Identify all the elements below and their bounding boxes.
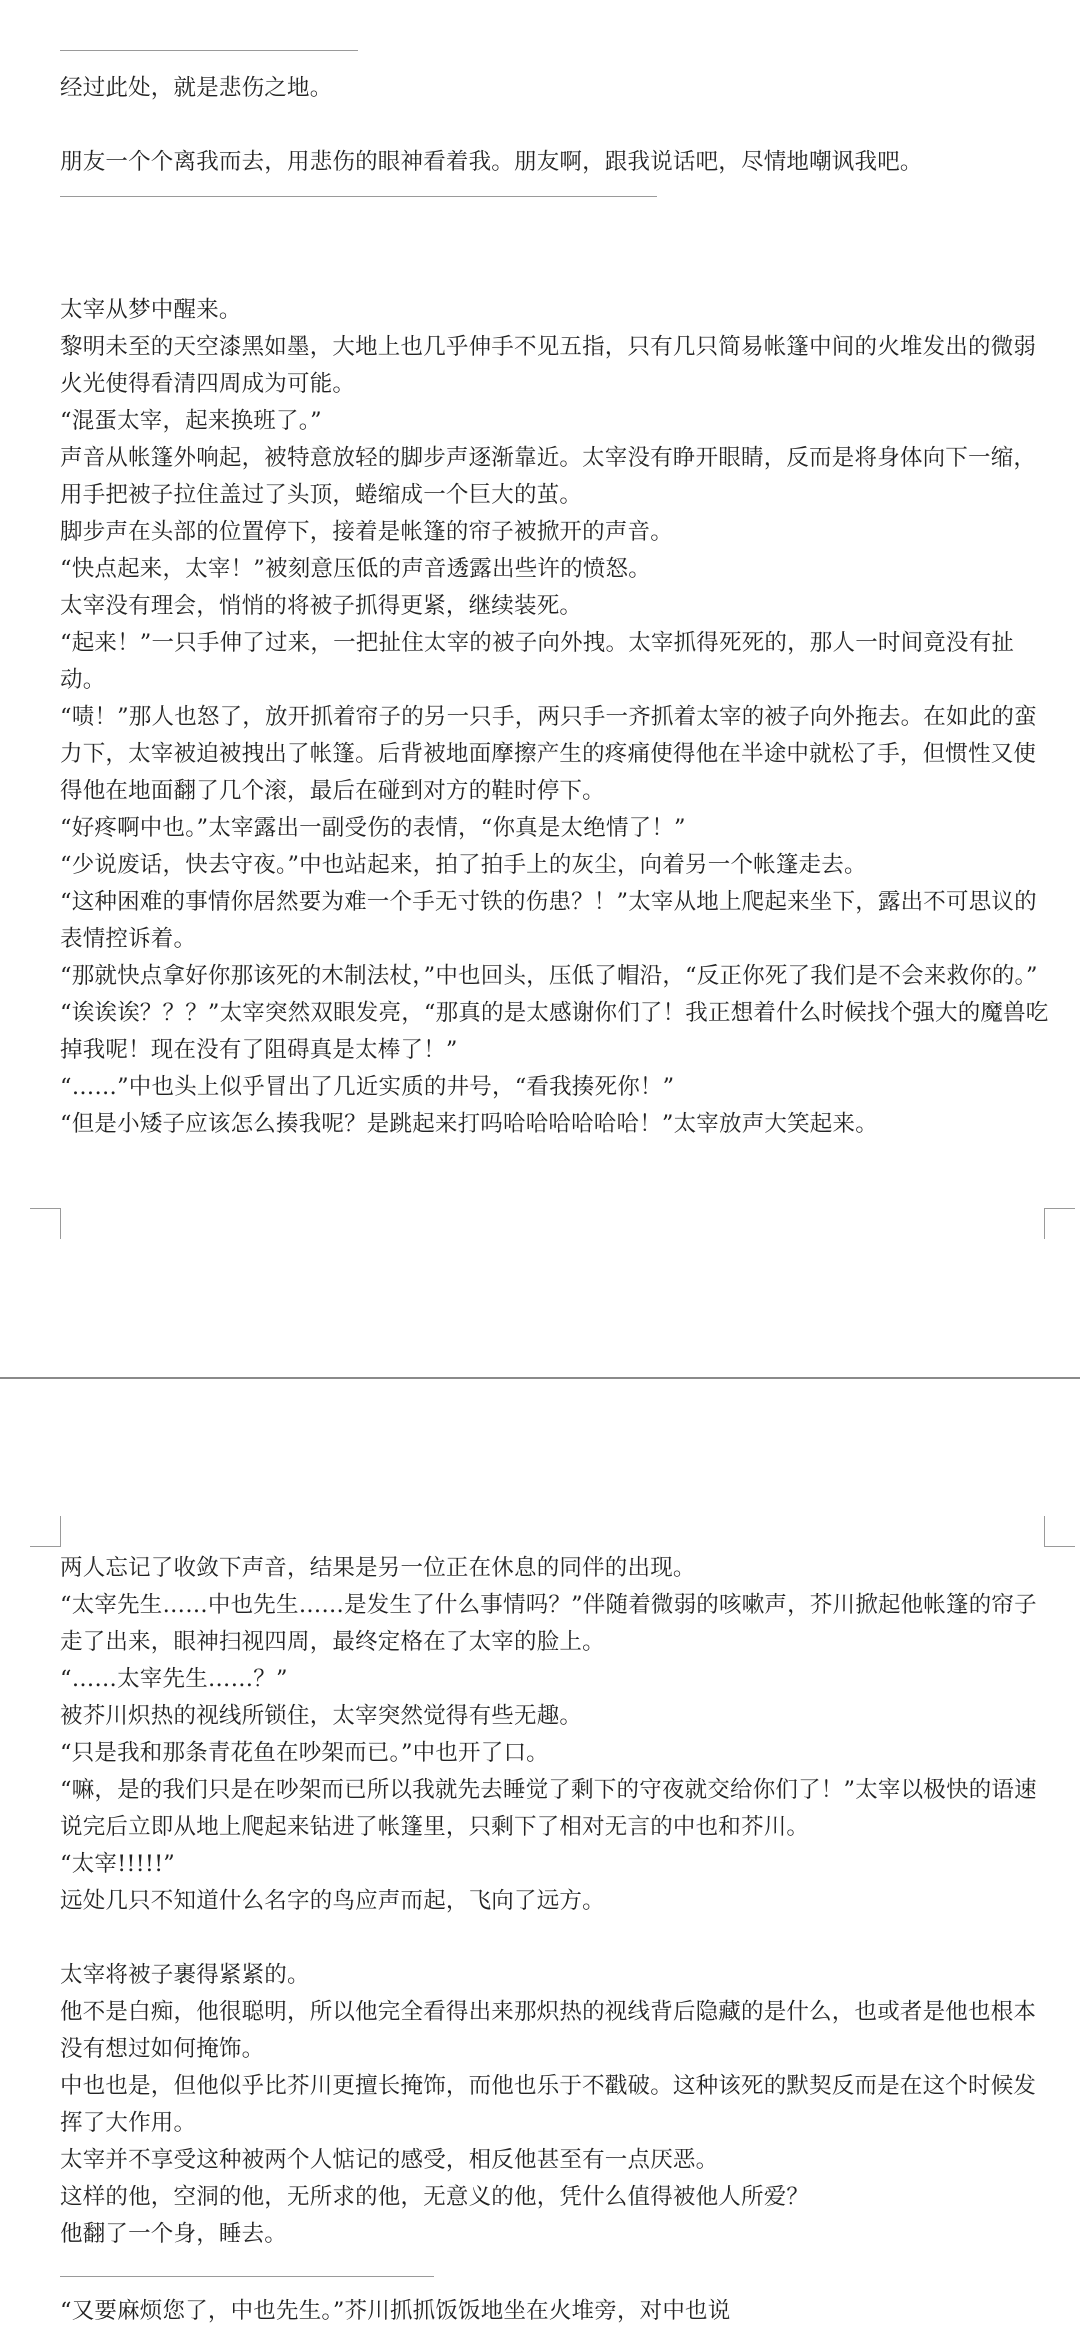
epigraph-line: 经过此处，就是悲伤之地。 [60, 75, 333, 101]
blank-line [60, 107, 1050, 144]
paragraph: “少说废话，快去守夜。”中也站起来，拍了拍手上的灰尘，向着另一个帐篷走去。 [60, 852, 867, 878]
epigraph-bottom-rule [60, 196, 657, 197]
paragraph: 两人忘记了收敛下声音，结果是另一位正在休息的同伴的出现。 [60, 1555, 696, 1581]
page-corner-mark-bottom-right [1044, 1208, 1075, 1239]
paragraph: “诶诶诶？？？”太宰突然双眼发亮，“那真的是太感谢你们了！我正想着什么时候找个强大的魔兽吃掉我呢！现在没有了阻碍真是太棒了！” [60, 1000, 1049, 1063]
paragraph: “混蛋太宰，起来换班了。” [60, 408, 322, 434]
paragraph: “起来！”一只手伸了过来，一把扯住太宰的被子向外拽。太宰抓得死死的，那人一时间竟没有扯动。 [60, 630, 1015, 693]
epigraph [60, 70, 1050, 181]
paragraph: “只是我和那条青花鱼在吵架而已。”中也开了口。 [60, 1740, 549, 1766]
paragraph: 远处几只不知道什么名字的鸟应声而起，飞向了远方。 [60, 1888, 605, 1914]
paragraph: 他翻了一个身，睡去。 [60, 2221, 288, 2247]
paragraph: 太宰并不享受这种被两个人惦记的感受，相反他甚至有一点厌恶。 [60, 2147, 719, 2173]
paragraph: “这种困难的事情你居然要为难一个手无寸铁的伤患？！”太宰从地上爬起来坐下，露出不可思议的表情控诉着。 [60, 889, 1037, 952]
paragraph: 他不是白痴，他很聪明，所以他完全看得出来那炽热的视线背后隐藏的是什么，也或者是他也根本没有想过如何掩饰。 [60, 1999, 1037, 2062]
cut-off-text [60, 2293, 1050, 2330]
paragraph: “啧！”那人也怒了，放开抓着帘子的另一只手，两只手一齐抓着太宰的被子向外拖去。在如此的蛮力下，太宰被迫被拽出了帐篷。后背被地面摩擦产生的疼痛使得他在半途中就松了手，但惯性又使得他在地面翻了几个滚，最后在碰到对方的鞋时停下。 [60, 704, 1037, 804]
epigraph-top-rule [60, 50, 358, 51]
paragraph: 被芥川炽热的视线所锁住，太宰突然觉得有些无趣。 [60, 1703, 583, 1729]
paragraph: 太宰将被子裹得紧紧的。 [60, 1962, 310, 1988]
chapter-body [60, 292, 1050, 1143]
document-page-2 [0, 1380, 1080, 2324]
page-corner-mark-bottom-left [30, 1208, 61, 1239]
paragraph: 中也也是，但他似乎比芥川更擅长掩饰，而他也乐于不戳破。这种该死的默契反而是在这个时候发挥了大作用。 [60, 2073, 1037, 2136]
paragraph: 这样的他，空洞的他，无所求的他，无意义的他，凭什么值得被他人所爱？ [60, 2184, 810, 2210]
blank-line [60, 1920, 1050, 1957]
page-break-divider [0, 1377, 1080, 1379]
paragraph: 脚步声在头部的位置停下，接着是帐篷的帘子被掀开的声音。 [60, 519, 673, 545]
paragraph-partial: “又要麻烦您了，中也先生。”芥川抓抓饭饭地坐在火堆旁，对中也说 [60, 2298, 731, 2324]
chapter-body-continued [60, 1550, 1050, 2253]
paragraph: “快点起来，太宰！”被刻意压低的声音透露出些许的愤怒。 [60, 556, 651, 582]
paragraph: 黎明未至的天空漆黑如墨，大地上也几乎伸手不见五指，只有几只简易帐篷中间的火堆发出的微弱火光使得看清四周成为可能。 [60, 334, 1037, 397]
paragraph: 太宰没有理会，悄悄的将被子抓得更紧，继续装死。 [60, 593, 583, 619]
page-corner-mark-top-right [1044, 1516, 1075, 1547]
paragraph: 太宰从梦中醒来。 [60, 297, 242, 323]
paragraph: “但是小矮子应该怎么揍我呢？是跳起来打吗哈哈哈哈哈哈！”太宰放声大笑起来。 [60, 1111, 878, 1137]
paragraph: “太宰先生……中也先生……是发生了什么事情吗？”伴随着微弱的咳嗽声，芥川掀起他帐篷的帘子走了出来，眼神扫视四周，最终定格在了太宰的脸上。 [60, 1592, 1037, 1655]
paragraph: “……”中也头上似乎冒出了几近实质的井号，“看我揍死你！” [60, 1074, 675, 1100]
paragraph: “……太宰先生……？” [60, 1666, 288, 1692]
page-corner-mark-top-left [30, 1516, 61, 1547]
section-divider-rule [60, 2276, 434, 2277]
paragraph: “太宰!!!!!” [60, 1851, 176, 1877]
paragraph: “那就快点拿好你那该死的木制法杖，”中也回头，压低了帽沿，“反正你死了我们是不会来救你的。” [60, 963, 1038, 989]
paragraph: “好疼啊中也。”太宰露出一副受伤的表情，“你真是太绝情了！” [60, 815, 686, 841]
epigraph-line: 朋友一个个离我而去，用悲伤的眼神看着我。朋友啊，跟我说话吧，尽情地嘲讽我吧。 [60, 149, 923, 175]
paragraph: 声音从帐篷外响起，被特意放轻的脚步声逐渐靠近。太宰没有睁开眼睛，反而是将身体向下一缩，用手把被子拉住盖过了头顶，蜷缩成一个巨大的茧。 [60, 445, 1037, 508]
paragraph: “嘛，是的我们只是在吵架而已所以我就先去睡觉了剩下的守夜就交给你们了！”太宰以极快的语速说完后立即从地上爬起来钻进了帐篷里，只剩下了相对无言的中也和芥川。 [60, 1777, 1037, 1840]
